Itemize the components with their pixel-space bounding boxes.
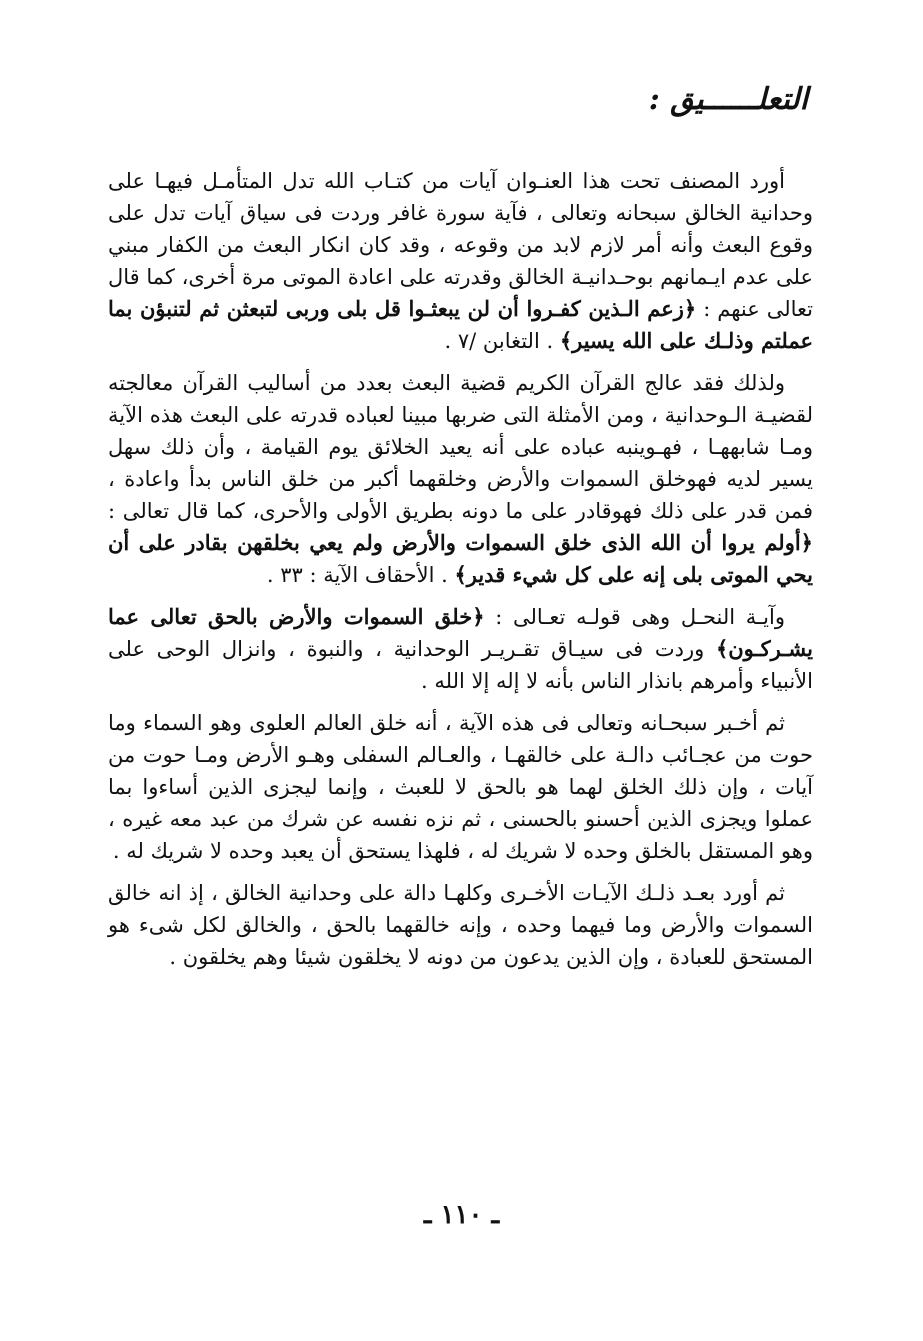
- paragraph-1: [108, 165, 813, 357]
- paragraph-2-text-a: ولذلك فقد عالج القرآن الكريم قضية البعث بعدد من أساليب القرآن معالجته لقضيـة الـوحدانية ، ومن الأمثلة التى ضربها مبينا لعباده قدرته على البعث هذه الآية ومـا شابههـا ، فهـوينبه عباده على أنه يعيد الخلائق يوم القيامة ، وأن ذلك سهل يسير لديه فهوخلق السموات والأرض وخلقهما أكبر من خلق الناس بدأ واعادة ، فمن قدر على ذلك فهوقادر على ما دونه بطريق الأولى والأحرى، كما قال تعالى :: [108, 371, 813, 523]
- commentary-body: [108, 165, 813, 983]
- paragraph-1-text-b: . التغابن /٧ .: [444, 329, 560, 353]
- paragraph-3-text-a: وآيـة النحـل وهى قولـه تعـالى :: [484, 605, 785, 629]
- quran-quote-1: ﴿زعم الـذين كفـروا أن لن يبعثـوا قل بلى وربى لتبعثن ثم لتنبؤن بما عملتم وذلـك على الله يسير﴾: [108, 296, 813, 353]
- page-number: ـ ١١٠ ـ: [423, 1200, 500, 1230]
- paragraph-3: [108, 601, 813, 697]
- paragraph-2-text-b: . الأحقاف الآية : ٣٣ .: [266, 563, 455, 587]
- paragraph-3-text-b: وردت فى سيـاق تقـريـر الوحدانية ، والنبوة ، وانزال الوحى على الأنبياء وأمرهم بانذار الناس بأنه لا إله إلا الله .: [108, 637, 813, 693]
- section-heading: التعلــــــيق :: [648, 82, 808, 117]
- paragraph-1-text-a: أورد المصنف تحت هذا العنـوان آيات من كتـاب الله تدل المتأمـل فيهـا على وحدانية الخالق سبحانه وتعالى ، فآية سورة غافر وردت فى سياق آيات تدل على وقوع البعث وأنه أمر لازم لابد من وقوعه ، وقد كان انكار البعث من الكفار مبني على عدم ايـمانهم بوحـدانيـة الخالق وقدرته على اعادة الموتى مرة أخرى، كما قال تعالى عنهم :: [108, 169, 814, 321]
- paragraph-5: ثم أورد بعـد ذلـك الآيـات الأخـرى وكلهـا دالة على وحدانية الخالق ، إذ انه خالق السموات والأرض وما فيهما وحده ، وإنه خالقهما بالحق ، والخالق لكل شىء هو المستحق للعبادة ، وإن الذين يدعون من دونه لا يخلقون شيئا وهم يخلقون .: [108, 881, 813, 969]
- paragraph-4: ثم أخـبر سبحـانه وتعالى فى هذه الآية ، أنه خلق العالم العلوى وهو السماء وما حوت من عجـائب دالـة على خالقهـا ، والعـالم السفلى وهـو الأرض ومـا حوت من آيات ، وإن ذلك الخلق لهما هو بالحق لا للعبث ، وإنما ليجزى الذين أساءوا بما عملوا ويجزى الذين أحسنو بالحسنى ، ثم نزه نفسه عن شرك من عبد معه غيره ، وهو المستقل بالخلق وحده لا شريك له ، فلهذا يستحق أن يعبد وحده لا شريك له .: [108, 711, 813, 863]
- paragraph-2: [108, 367, 813, 591]
- quran-quote-3: ﴿خلق السموات والأرض بالحق تعالى عما يشـركـون﴾: [108, 604, 813, 661]
- quran-quote-2: ﴿أولم يروا أن الله الذى خلق السموات والأرض ولم يعي بخلقهن بقادر على أن يحي الموتى بلى إنه على كل شيء قدير﴾: [108, 530, 813, 587]
